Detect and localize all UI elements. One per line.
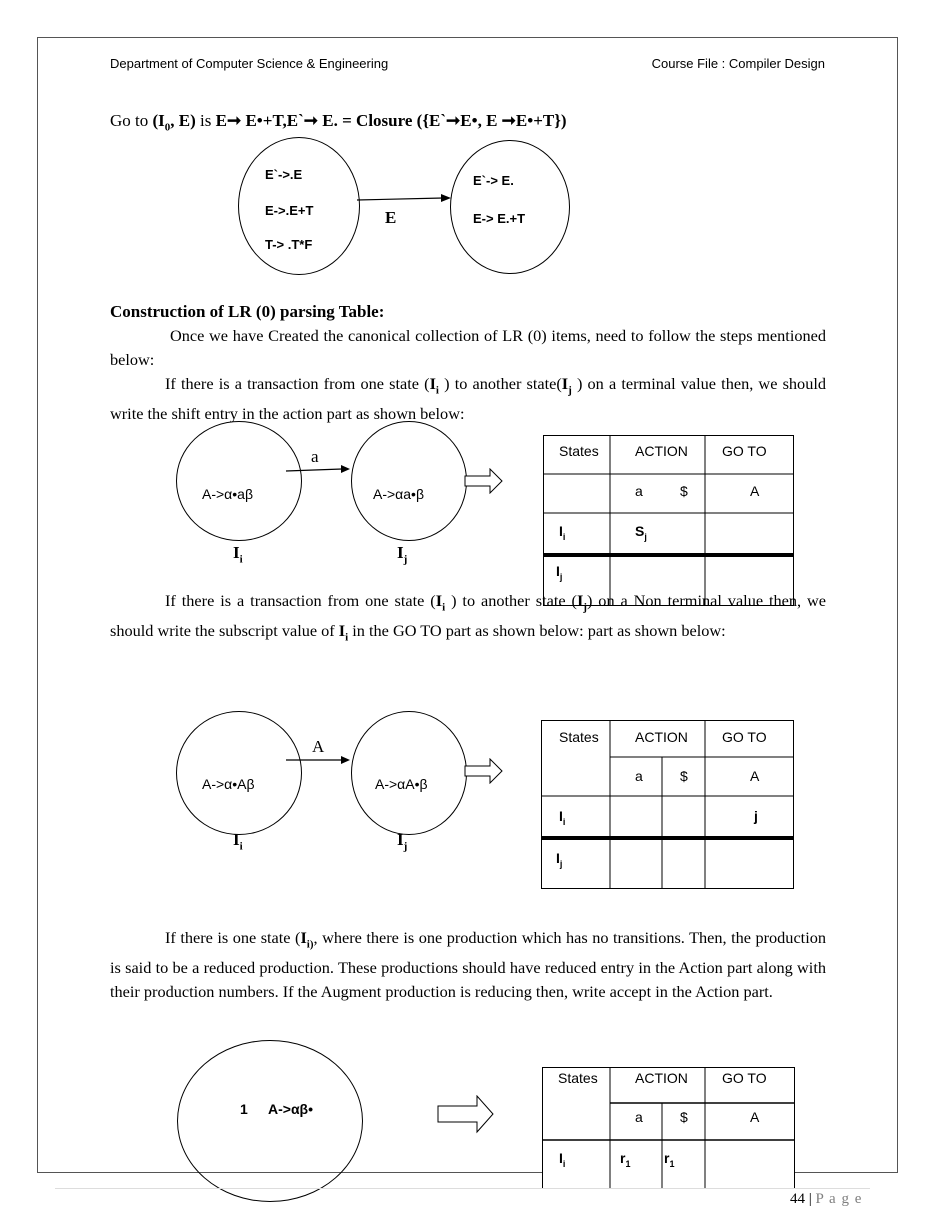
col-states: States — [558, 1070, 598, 1086]
sub-dollar: $ — [680, 483, 688, 499]
parsing-table-goto — [541, 720, 795, 890]
cell-reduce-a: $r_1$ — [620, 1150, 631, 1169]
hollow-arrow-icon — [464, 468, 504, 494]
col-states: States — [559, 443, 599, 459]
col-action: ACTION — [635, 729, 688, 745]
item-4: E`-> E. — [473, 173, 514, 188]
sub-A: A — [750, 768, 760, 784]
paragraph-3: If there is a transaction from one state ($I_i$ ) to another state $(I_j)$ on a Non terminal value then, we should write the subscript value of $I_i$ in the GO TO part as shown below: part as shown below: — [110, 591, 827, 644]
row-state-j: $I_j$ — [556, 563, 563, 582]
production-number: 1 — [240, 1101, 248, 1117]
section-title: Construction of LR (0) parsing Table: — [110, 302, 385, 321]
sub-A: A — [750, 1109, 760, 1125]
goto-line: Go to ($I_0$, E) is E➞ E•+T,E`➞ E. = Closure ({E`➞E•, E ➞E•+T}) — [110, 111, 567, 134]
sub-dollar: $ — [680, 1109, 688, 1125]
arrow-icon: ➞ — [501, 111, 516, 130]
edge-label: a — [311, 447, 319, 466]
cell-shift: $S_j$ — [635, 523, 647, 542]
sub-a: a — [635, 1109, 643, 1125]
state-circle-i — [176, 421, 302, 541]
item-5: E-> E.+T — [473, 211, 526, 226]
item-left: A->α•aβ — [202, 486, 254, 502]
item-2: E->.E+T — [265, 203, 314, 218]
sub-A: A — [750, 483, 760, 499]
state-circle-reduce — [177, 1040, 363, 1202]
col-goto: GO TO — [722, 1070, 767, 1086]
page-number: 44 | P a g e — [790, 1191, 863, 1207]
state-circle-j — [351, 421, 467, 541]
paragraph-2: If there is a transaction from one state ($I_i$ ) to another $state(I_j$ ) on a terminal value then, we should write the shift entry in the action part as shown below: — [110, 374, 826, 424]
col-states: States — [559, 729, 599, 745]
sub-a: a — [635, 483, 643, 499]
reduced-item: A->αβ• — [268, 1101, 314, 1117]
cell-goto: j — [754, 808, 758, 824]
row-state-i: $I_i$ — [559, 523, 566, 542]
arrow-icon: ➞ — [446, 111, 461, 130]
header-course: Course File : Compiler Design — [651, 56, 825, 71]
hollow-arrow-icon — [437, 1095, 495, 1135]
state-label-i: $I_i$ — [233, 830, 243, 853]
hollow-arrow-icon — [464, 758, 504, 784]
transition-arrow — [355, 190, 455, 210]
cell-reduce-dollar: $r_1$ — [664, 1150, 675, 1169]
arrow-icon: ➞ — [303, 111, 319, 130]
sub-a: a — [635, 768, 643, 784]
row-state-j: $I_j$ — [556, 850, 563, 869]
sub-dollar: $ — [680, 768, 688, 784]
edge-label: A — [312, 737, 325, 756]
state-label-i: $I_i$ — [233, 543, 243, 566]
col-goto: GO TO — [722, 443, 767, 459]
state-label-j: $I_j$ — [397, 543, 408, 566]
footer-rule — [55, 1188, 870, 1189]
item-right: A->αA•β — [375, 776, 428, 792]
paragraph-4: If there is one state ($I_{i)}$, where there is one production which has no transitions. Then, the production is said to be a reduced production. These productions should have reduced entry in the Action part along with their production numbers. If the Augment production is reducing then, write accept in the Action part. — [110, 928, 826, 1002]
paragraph-1: Once we have Created the canonical collection of LR (0) items, need to follow the steps mentioned below: — [110, 326, 826, 369]
col-goto: GO TO — [722, 729, 767, 745]
parsing-table-shift — [543, 435, 795, 607]
col-action: ACTION — [635, 1070, 688, 1086]
item-right: A->αa•β — [373, 486, 425, 502]
state-circle-right — [450, 140, 570, 274]
arrow-icon: ➞ — [226, 111, 242, 130]
row-state-i: $I_i$ — [559, 808, 566, 827]
row-state-i: $I_i$ — [559, 1150, 566, 1169]
edge-label: E — [385, 208, 397, 227]
transition-arrow — [284, 462, 354, 478]
col-action: ACTION — [635, 443, 688, 459]
item-1: E`->.E — [265, 167, 303, 182]
state-label-j: $I_j$ — [397, 830, 408, 853]
transition-arrow — [284, 752, 354, 768]
item-left: A->α•Aβ — [202, 776, 255, 792]
header-department: Department of Computer Science & Engineering — [110, 56, 389, 71]
state-circle-i — [176, 711, 302, 835]
state-circle-j — [351, 711, 467, 835]
item-3: T-> .T*F — [265, 237, 313, 252]
